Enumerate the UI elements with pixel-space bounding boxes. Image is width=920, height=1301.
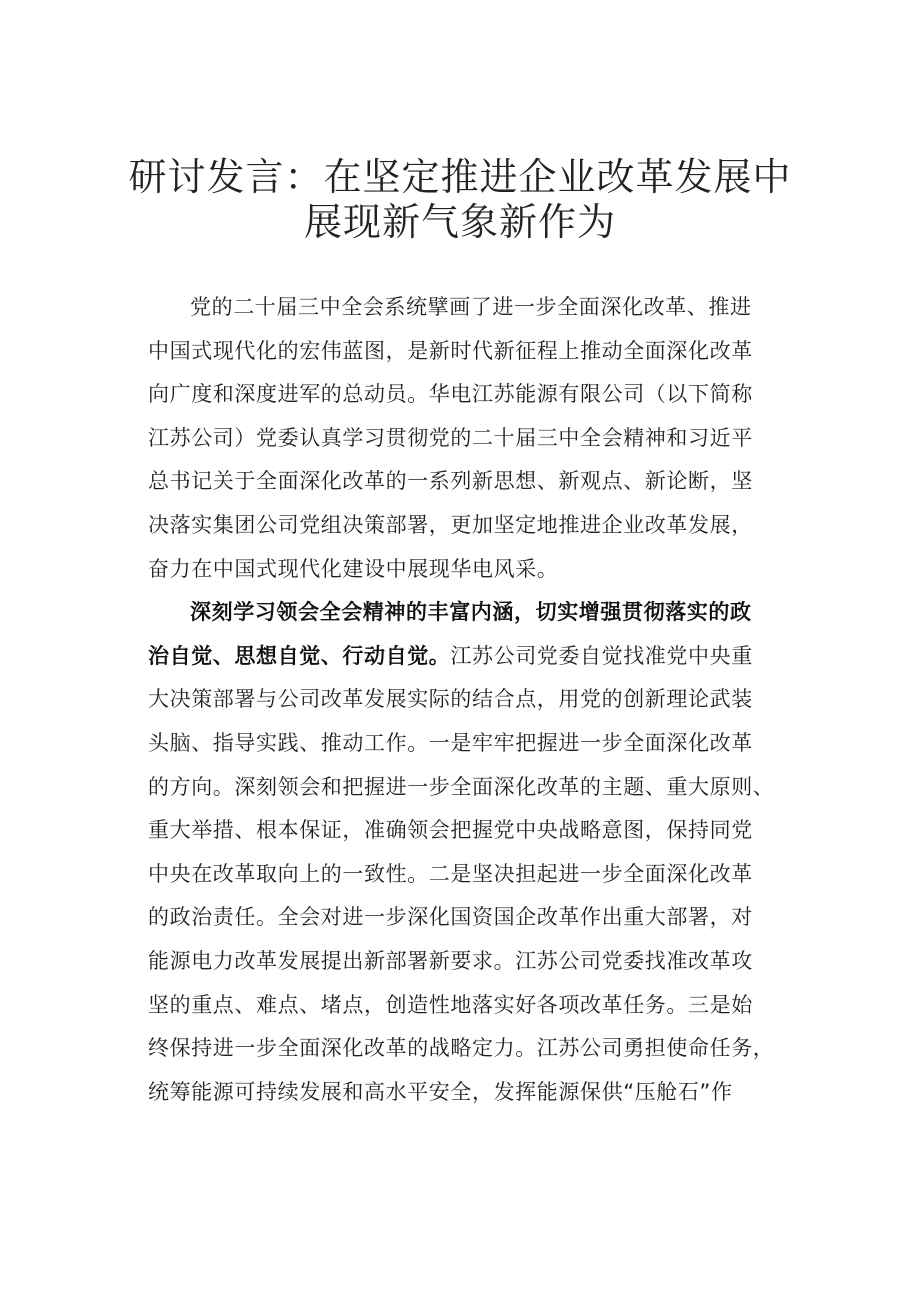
text-line: 奋力在中国式现代化建设中展现华电风采。 xyxy=(148,556,559,581)
text-line: 能源电力改革发展提出新部署新要求。江苏公司党委找准改革攻 xyxy=(148,948,753,973)
text-line: 中央在改革取向上的一致性。二是坚决担起进一步全面深化改革 xyxy=(148,861,753,886)
text-line: 中国式现代化的宏伟蓝图，是新时代新征程上推动全面深化改革 xyxy=(148,338,753,363)
text-line: 的方向。深刻领会和把握进一步全面深化改革的主题、重大原则、 xyxy=(148,774,775,799)
text-line: 大决策部署与公司改革发展实际的结合点，用党的创新理论武装 xyxy=(148,687,753,712)
text-line: 党的二十届三中全会系统擘画了进一步全面深化改革、推进 xyxy=(190,295,752,319)
text-line: 决落实集团公司党组决策部署，更加坚定地推进企业改革发展， xyxy=(148,512,753,537)
text-line: 的政治责任。全会对进一步深化国资国企改革作出重大部署，对 xyxy=(148,905,753,930)
text-line: 统筹能源可持续发展和高水平安全，发挥能源保供“压舱石”作 xyxy=(148,1079,733,1104)
text-line: 头脑、指导实践、推动工作。一是牢牢把握进一步全面深化改革 xyxy=(148,730,753,755)
text-line xyxy=(148,635,820,679)
paragraph-study-spirit xyxy=(148,591,820,1114)
text-line: 坚的重点、难点、堵点，创造性地落实好各项改革任务。三是始 xyxy=(148,992,753,1017)
text-line: 终保持进一步全面深化改革的战略定力。江苏公司勇担使命任务， xyxy=(148,1036,775,1061)
section-heading-line-2: 治自觉、思想自觉、行动自觉。 xyxy=(148,643,451,668)
text-line: 江苏公司）党委认真学习贯彻党的二十届三中全会精神和习近平 xyxy=(148,425,753,450)
text-line: 重大举措、根本保证，准确领会把握党中央战略意图，保持同党 xyxy=(148,818,753,843)
text-line: 向广度和深度进军的总动员。华电江苏能源有限公司（以下简称 xyxy=(148,382,753,407)
text-line-rest: 江苏公司党委自觉找准党中央重 xyxy=(450,643,753,668)
text-line: 总书记关于全面深化改革的一系列新思想、新观点、新论断，坚 xyxy=(148,469,753,494)
document-title-line-1: 研讨发言：在坚定推进企业改革发展中 xyxy=(128,155,792,199)
document-body xyxy=(148,286,820,1114)
document-title-line-2: 展现新气象新作为 xyxy=(303,200,616,244)
section-heading-line-1: 深刻学习领会全会精神的丰富内涵，切实增强贯彻落实的政 xyxy=(190,600,752,625)
paragraph-intro xyxy=(148,286,820,591)
